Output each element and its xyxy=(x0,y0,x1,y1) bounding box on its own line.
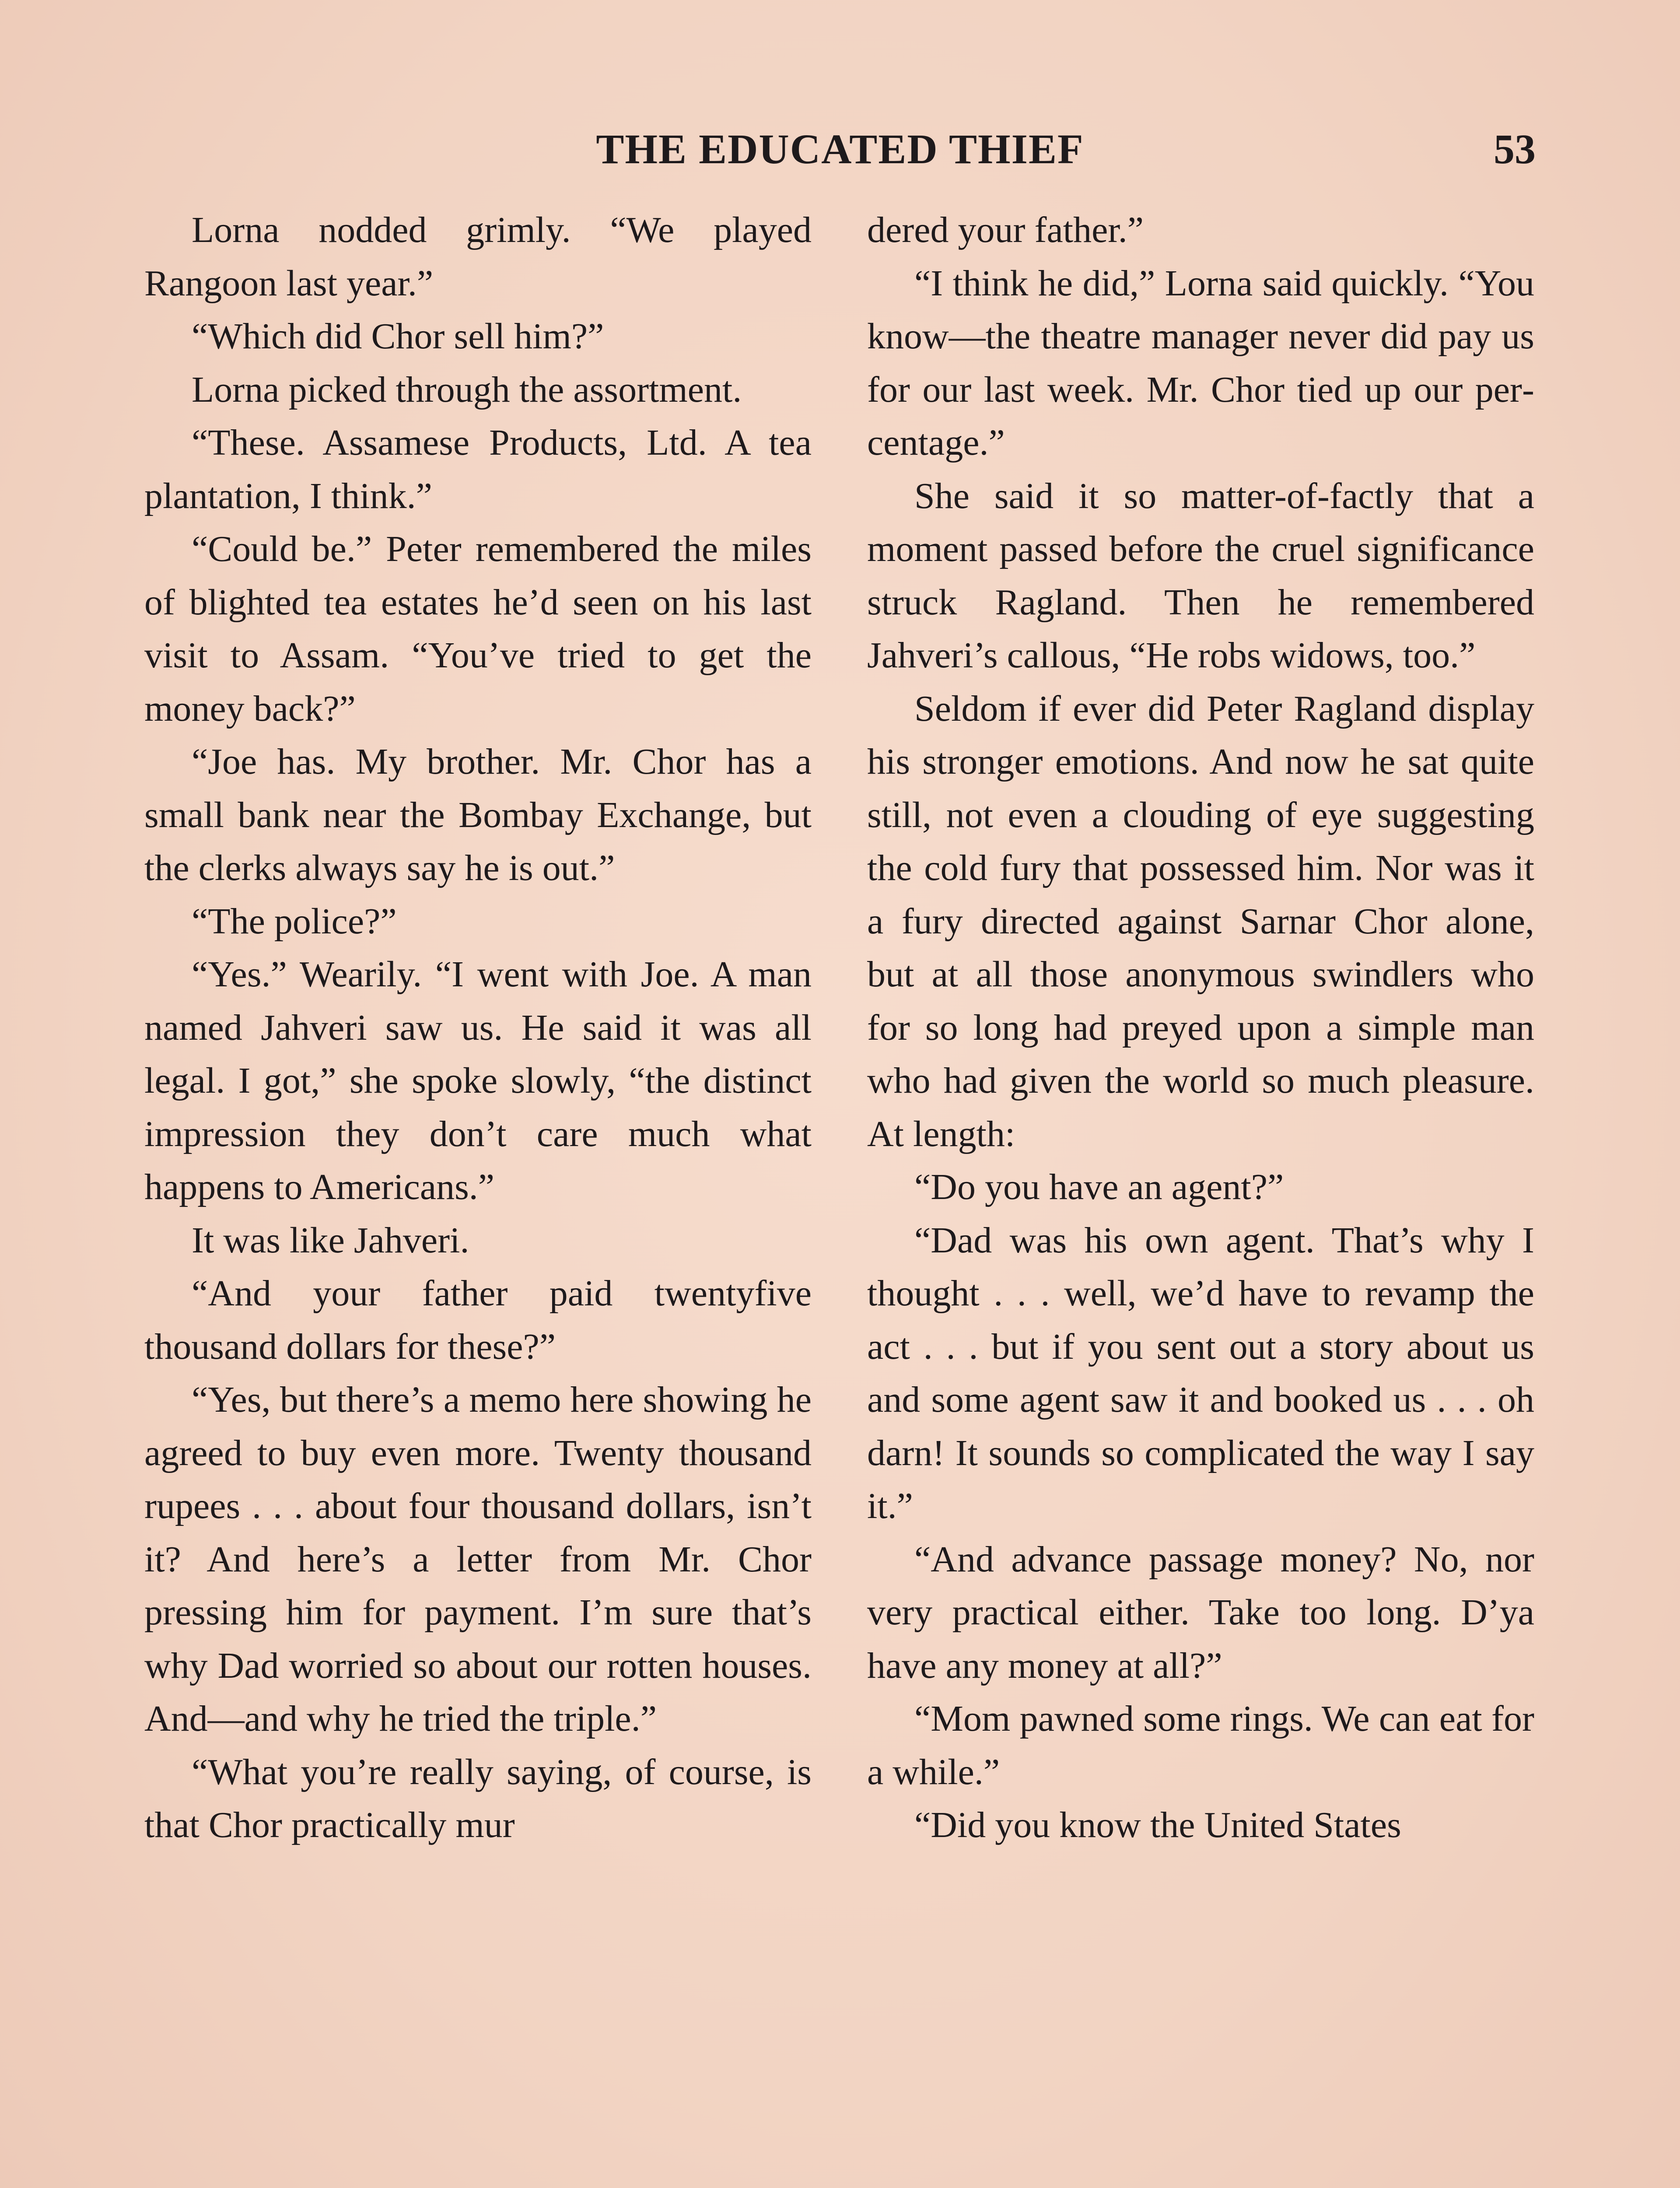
page-header xyxy=(144,125,1536,190)
paragraph: “The police?” xyxy=(192,901,397,942)
paragraph: Seldom if ever did Peter Ragland display his stronger emotions. And now he sat quite still, not even a clouding of eye suggesting the cold fury that possessed him. Nor was it a fury directed against Sarnar Chor alone, but at all those anonymous swindlers who for so long had preyed upon a simple man who had given the world so much pleasure. At length: xyxy=(867,688,1534,1154)
paragraph: It was like Jahveri. xyxy=(192,1220,469,1261)
paragraph: “These. Assamese Products, Ltd. A tea plantation, I think.” xyxy=(144,422,812,516)
page-number: 53 xyxy=(1494,126,1536,172)
paragraph: “What you’re really saying, of course, is that Chor practically mur xyxy=(144,1751,812,1845)
paragraph: “I think he did,” Lorna said quickly. “You know—the theatre manager never did pay us for our last week. Mr. Chor tied up our percentage.” xyxy=(867,263,1534,463)
paragraph: She said it so matter-of-factly that a moment passed before the cruel significance struck Ragland. Then he remembered Jahveri’s callous, “He robs widows, too.” xyxy=(867,475,1534,676)
left-column xyxy=(144,203,812,1852)
paragraph-continuation: dered your father.” xyxy=(867,210,1144,250)
paragraph: “Mom pawned some rings. We can eat for a while.” xyxy=(867,1698,1534,1792)
paragraph: “And advance passage money? No, nor very practical either. Take too long. D’ya have any money at all?” xyxy=(867,1539,1534,1686)
paragraph: “Yes, but there’s a memo here showing he agreed to buy even more. Twenty thousand rupees . . . about four thousand dollars, isn’t it? And here’s a letter from Mr. Chor pressing him for payment. I’m sure that’s why Dad worried so about our rotten houses. And—and why he tried the triple.” xyxy=(144,1379,812,1739)
paragraph: “Dad was his own agent. That’s why I thought . . . well, we’d have to revamp the act . . . but if you sent out a story about us and some agent saw it and booked us . . . oh darn! It sounds so complicated the way I say it.” xyxy=(867,1220,1534,1526)
paragraph: “Do you have an agent?” xyxy=(914,1167,1284,1207)
right-column xyxy=(867,203,1534,1852)
running-title: THE EDUCATED THIEF xyxy=(596,126,1084,172)
paragraph: “Did you know the United States xyxy=(914,1805,1401,1845)
paragraph: “Yes.” Wearily. “I went with Joe. A man named Jahveri saw us. He said it was all legal. I got,” she spoke slowly, “the distinct impression they don’t care much what happens to Americans.” xyxy=(144,954,812,1207)
paragraph: “Which did Chor sell him?” xyxy=(192,316,604,357)
paragraph: Lorna picked through the assortment. xyxy=(192,369,742,410)
paragraph: “And your father paid twentyfive thousand dollars for these?” xyxy=(144,1273,812,1367)
paragraph: “Joe has. My brother. Mr. Chor has a small bank near the Bombay Exchange, but the clerks always say he is out.” xyxy=(144,741,812,888)
paragraph: Lorna nodded grimly. “We played Rangoon last year.” xyxy=(144,210,812,304)
paragraph: “Could be.” Peter remembered the miles of blighted tea estates he’d seen on his last visit to Assam. “You’ve tried to get the money back?” xyxy=(144,529,812,729)
